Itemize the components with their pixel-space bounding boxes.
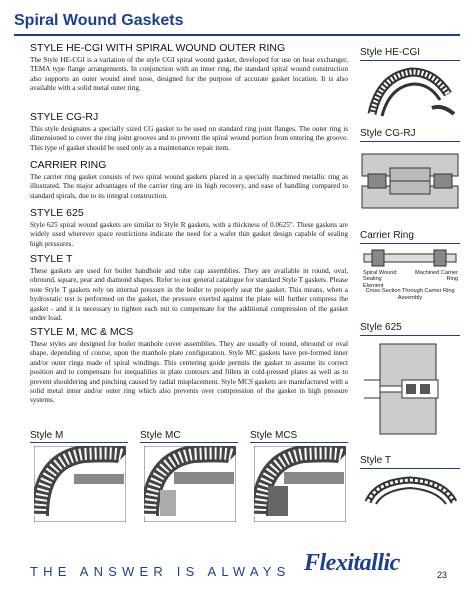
- style-t-label: Style T: [360, 455, 391, 466]
- section-body: This style designates a specially sized CG gasket to be used on standard ring joint flanges. The outer ring is dimensioned to cover the ring joint grooves and to prevent the spiral wound portion from entering the groove. This type of gasket should be used only as a maintenance repair item.: [30, 125, 348, 152]
- section-body: These styles are designed for boiler manhole cover assemblies. They are usually of round, obround or oval shape, depending of course, upon the manhole plate configuration. Style MC gaskets have pre-formed inner and/or outer rings made of spiral windings. This centering guide permits the gasket to assume its correct position and to compensate for inequalities in plate contours and fillets in cold-pressed plates as well as to prevent shouldering and pinching caused by radial misplacement. Style MCS gaskets are manufactured with a solid metal inner and/or outer ring which also prevents over compression of the gasket in high pressure systems.: [30, 340, 348, 405]
- divider: [360, 335, 460, 336]
- page-title: Spiral Wound Gaskets: [14, 12, 184, 29]
- style-he-cgi-label: Style HE-CGI: [360, 47, 421, 58]
- section-cg-rj: [30, 111, 348, 153]
- style-mcs-illustration: [254, 446, 346, 522]
- style-625-label: Style 625: [360, 322, 402, 333]
- section-heading: STYLE 625: [30, 207, 84, 219]
- brand-logo: Flexitallic: [304, 550, 400, 576]
- section-heading: STYLE HE-CGI WITH SPIRAL WOUND OUTER RING: [30, 42, 286, 54]
- section-body: The Style HE-CGI is a variation of the style CGI spiral wound gasket, developed for use on heat exchanger, TEMA type flange arrangements. In conjunction with an inner ring, the standard spiral wound construction also supports an outer wound steel nose, designed for the purpose of accurate gasket location. It is also available with a solid metal outer ring.: [30, 56, 348, 93]
- section-body: Style 625 spiral wound gaskets are similar to Style R gaskets, with a thickness of 0.0625". These gaskets are widely used wherever space restrictions indicate the need for a wafer thin gasket design capable of sealing high pressures.: [30, 221, 348, 248]
- section-carrier-ring: [30, 159, 348, 201]
- style-625-illustration: [360, 340, 460, 438]
- carrier-ring-illustration: [362, 246, 458, 270]
- page-number: 23: [437, 570, 448, 580]
- divider: [360, 468, 460, 469]
- title-rule: [14, 34, 460, 36]
- carrier-ring-label: Carrier Ring: [360, 230, 414, 241]
- section-heading: STYLE CG-RJ: [30, 111, 99, 123]
- section-heading: STYLE M, MC & MCS: [30, 326, 134, 338]
- style-m-label: Style M: [30, 430, 64, 441]
- cg-rj-illustration: [360, 146, 460, 216]
- section-style-m: [30, 326, 348, 406]
- style-mcs-label: Style MCS: [250, 430, 298, 441]
- divider: [360, 141, 460, 142]
- footer-tagline: THE ANSWER IS ALWAYS: [30, 564, 291, 579]
- cross-section-caption: Cross-Section Through Carrier Ring Assembly: [365, 288, 455, 301]
- divider: [30, 442, 128, 443]
- style-mc-label: Style MC: [140, 430, 181, 441]
- section-heading: CARRIER RING: [30, 159, 107, 171]
- section-style-t: [30, 253, 348, 323]
- divider: [360, 60, 460, 61]
- style-mc-illustration: [144, 446, 236, 522]
- section-heading: STYLE T: [30, 253, 73, 265]
- style-cg-rj-label: Style CG-RJ: [360, 128, 416, 139]
- machined-ring-label: Machined Carrier Ring: [415, 270, 458, 283]
- divider: [140, 442, 238, 443]
- style-t-illustration: [362, 476, 460, 508]
- section-body: These gaskets are used for boiler handhole and tube cap assemblies. They are available in round, oval, obround, square, pear and diamond shapes. Refer to our general catalogue for standard Style T gaskets. Please note Style T gaskets rely on internal pressure in the boiler to properly seat the gasket. This means, when a hydrostatic test is performed on the gasket, the pressure exerted against the plate will further compress the gasket - and it is necessary to tighten each nut to compensate for the additional compression of the gasket under load.: [30, 267, 348, 323]
- section-style-625: [30, 207, 348, 249]
- divider: [250, 442, 348, 443]
- divider: [360, 243, 460, 244]
- section-body: The carrier ring gasket consists of two spiral wound gaskets placed in a specially machined metallic ring as illustrated. The major advantages of the carrier ring are its high recovery, and ease of handling compared to standard spirals, due to its integral construction.: [30, 173, 348, 200]
- style-m-illustration: [34, 446, 126, 522]
- section-he-cgi: [30, 42, 348, 94]
- spiral-wound-label: Spiral Wound Sealing Element: [363, 270, 397, 289]
- he-cgi-illustration: [362, 64, 460, 122]
